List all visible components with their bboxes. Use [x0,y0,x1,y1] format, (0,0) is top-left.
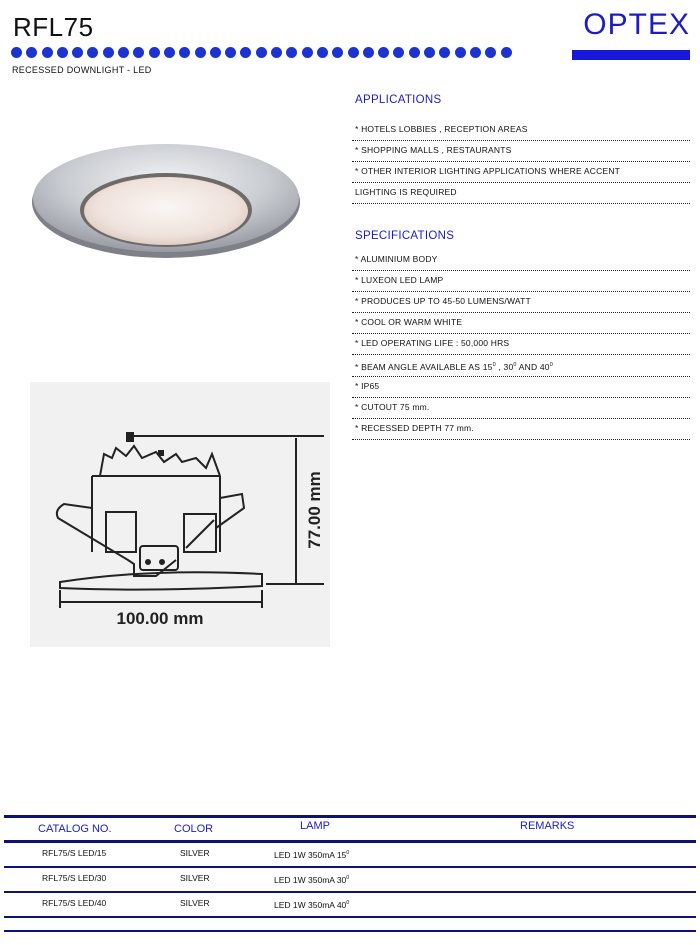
divider-dot [409,47,420,58]
beam-angle-text: , 30 [495,361,514,372]
divider-dot [332,47,343,58]
divider-dot [87,47,98,58]
height-dimension-label: 77.00 mm [305,471,324,549]
divider-dot [271,47,282,58]
table-header-row [4,815,696,843]
divider-dot [103,47,114,58]
table-row [4,843,696,868]
divider-dot [118,47,129,58]
divider-dot [378,47,389,58]
specifications-heading: SPECIFICATIONS [355,230,455,242]
column-header-catalog: CATALOG NO. [38,823,112,835]
divider-dot [11,47,22,58]
list-item: * COOL OR WARM WHITE [352,313,690,334]
list-item: * SHOPPING MALLS , RESTAURANTS [352,141,690,162]
list-item: LIGHTING IS REQUIRED [352,183,690,204]
beam-angle-text: * BEAM ANGLE AVAILABLE AS 15 [355,361,493,372]
divider-dot [149,47,160,58]
divider-dot [286,47,297,58]
divider-dot [195,47,206,58]
column-header-remarks: REMARKS [520,820,575,832]
list-item: * HOTELS LOBBIES , RECEPTION AREAS [352,120,690,141]
page-title: RFL75 [13,12,94,42]
list-item: * LED OPERATING LIFE : 50,000 HRS [352,334,690,355]
table-body [4,843,696,918]
lamp-cell [274,868,349,890]
degree-mark: 0 [346,850,350,856]
list-item: * PRODUCES UP TO 45-50 LUMENS/WATT [352,292,690,313]
list-item: * ALUMINIUM BODY [352,250,690,271]
list-item: * RECESSED DEPTH 77 mm. [352,419,690,440]
degree-mark: 0 [549,362,553,368]
color-cell: SILVER [180,848,210,858]
applications-list [352,120,690,204]
column-header-lamp: LAMP [300,820,330,832]
lamp-text: LED 1W 350mA 30 [274,874,347,885]
divider-dot [179,47,190,58]
list-item: * IP65 [352,377,690,398]
lamp-cell [274,893,349,915]
divider-dot [26,47,37,58]
degree-mark: 0 [513,362,517,368]
table-row [4,893,696,918]
divider-dot [225,47,236,58]
catalog-cell: RFL75/S LED/40 [42,898,107,908]
list-item: * LUXEON LED LAMP [352,271,690,292]
divider-dot [256,47,267,58]
degree-mark: 0 [346,875,350,881]
catalog-cell: RFL75/S LED/30 [42,873,107,883]
divider-dot [393,47,404,58]
brand-bar [572,50,690,60]
beam-angle-text: AND 40 [516,361,550,372]
divider-dot [485,47,496,58]
divider-dot [210,47,221,58]
divider-dot [501,47,512,58]
divider-dot [470,47,481,58]
downlight-photo [30,140,302,260]
color-cell: SILVER [180,873,210,883]
lamp-text: LED 1W 350mA 40 [274,899,347,910]
lamp-text: LED 1W 350mA 15 [274,849,347,860]
divider-dot [363,47,374,58]
divider-dot [42,47,53,58]
degree-mark: 0 [346,900,350,906]
catalog-table [4,815,696,918]
degree-mark: 0 [492,362,496,368]
divider-dot [348,47,359,58]
list-item [352,355,690,377]
divider-dot [57,47,68,58]
divider-dot [455,47,466,58]
dot-divider [11,47,512,58]
catalog-cell: RFL75/S LED/15 [42,848,107,858]
divider-dot [133,47,144,58]
applications-heading: APPLICATIONS [355,94,442,106]
dimension-drawing [30,382,330,647]
table-row [4,868,696,893]
width-dimension-label: 100.00 mm [116,609,204,628]
divider-dot [240,47,251,58]
list-item: * CUTOUT 75 mm. [352,398,690,419]
color-cell: SILVER [180,898,210,908]
table-bottom-rule [4,930,696,932]
product-subtitle: RECESSED DOWNLIGHT - LED [12,65,152,75]
divider-dot [317,47,328,58]
column-header-color: COLOR [174,823,214,835]
specifications-list [352,250,690,440]
divider-dot [302,47,313,58]
divider-dot [439,47,450,58]
divider-dot [164,47,175,58]
brand-logo: OPTEX [583,8,690,41]
divider-dot [424,47,435,58]
divider-dot [72,47,83,58]
lamp-cell [274,843,349,865]
list-item: * OTHER INTERIOR LIGHTING APPLICATIONS WHERE ACCENT [352,162,690,183]
